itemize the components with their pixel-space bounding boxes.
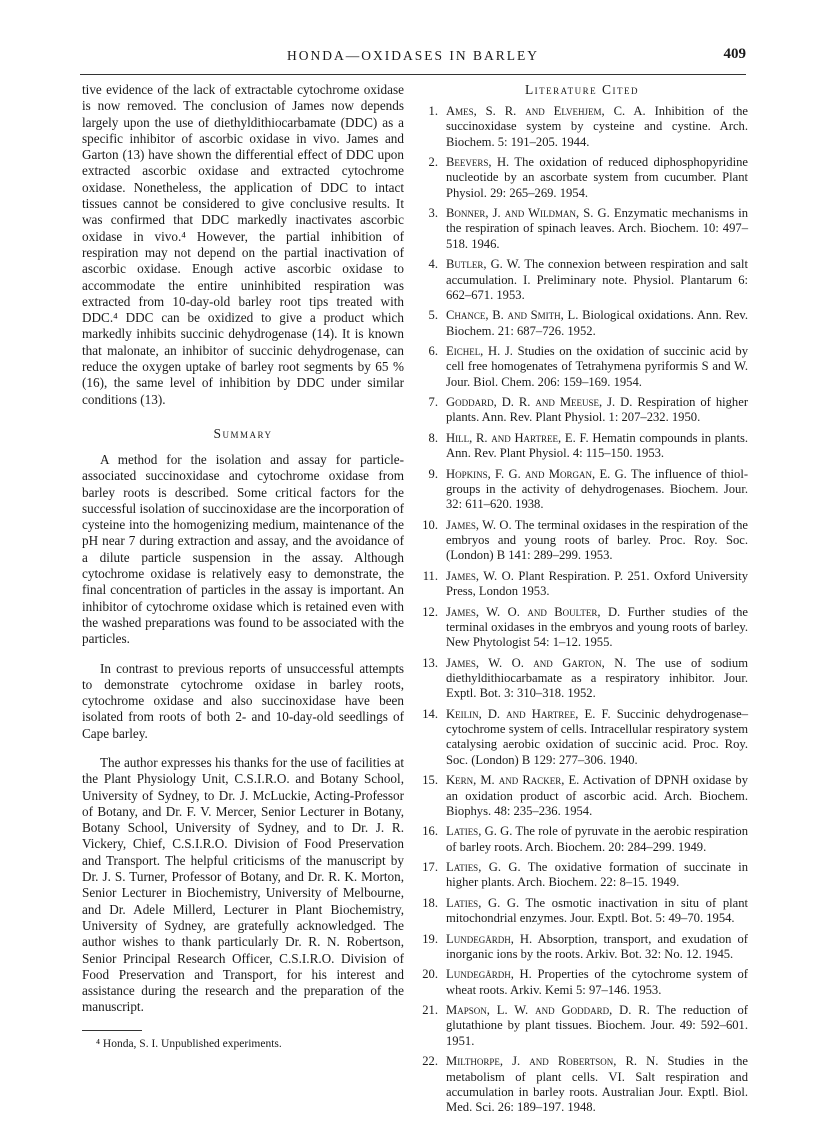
reference-item [416, 707, 748, 768]
reference-text: Respiration of higher plants. Ann. Rev. Plant Physiol. 1: 207–232. 1950. [446, 395, 749, 425]
reference-authors: James, W. O. and Boulter, D. [446, 604, 621, 619]
reference-item [416, 104, 748, 150]
reference-text: The use of sodium diethyldithiocarbamate as a respiratory inhibitor. Jour. Exptl. Bot. 3: 310–318. 1952. [446, 655, 749, 701]
reference-item [416, 896, 748, 927]
reference-number: 16. [422, 824, 438, 839]
reference-authors: Mapson, L. W. and Goddard, D. R. [446, 1003, 650, 1018]
reference-number: 22. [422, 1054, 438, 1069]
reference-number: 10. [422, 517, 438, 532]
reference-text: Further studies of the terminal oxidases in the embryos and young roots of barley. New Phytologist 54: 1–12. 1955. [446, 604, 748, 650]
reference-text: The connexion between respiration and salt accumulation. I. Preliminary note. Physiol. Plantarum 6: 662–671. 1953. [446, 257, 749, 302]
reference-number: 9. [428, 466, 438, 481]
reference-text: Biological oxidations. Ann. Rev. Biochem. 21: 687–726. 1952. [446, 308, 748, 338]
reference-number: 12. [422, 604, 438, 619]
reference-authors: Bonner, J. and Wildman, S. G. [446, 206, 610, 221]
reference-number: 5. [428, 308, 438, 323]
page-header [80, 40, 746, 68]
intro-paragraph: tive evidence of the lack of extractable cytochrome oxidase is now removed. The conclusion of James now depends largely upon the use of diethyldithiocarbamate (DDC) as a specific inhibitor of ascorbic oxidase in vivo. James and Garton (13) have shown the differential effect of DDC upon extracted ascorbic oxidase and extracted cytochrome oxidase. Nonetheless, the application of DDC to intact tissues cannot be considered to give conclusive results. It was confirmed that DDC markedly inactivates ascorbic oxidase in vivo.⁴ However, the partial inhibition of respiration may not depend on the partial inactivation of ascorbic oxidase. Enough active ascorbic oxidase to accommodate the entire uninhibited respiration was extracted from 10-day-old barley root tips treated with DDC.⁴ DDC can be oxidized to give a product which markedly inhibits succinic dehydrogenase (14). It is known that malonate, an inhibitor of succinic dehydrogenase, can reduce the oxygen uptake of barley root segments by 65 % (16), the same level of inhibition by DDC under similar conditions (13). [82, 82, 404, 407]
reference-number: 1. [428, 104, 438, 118]
reference-number: 19. [422, 931, 438, 946]
reference-item [416, 344, 748, 390]
reference-item [416, 155, 748, 201]
running-head: HONDA—OXIDASES IN BARLEY [287, 48, 539, 63]
reference-text: Properties of the cytochrome system of wheat roots. Arkiv. Kemi 5: 97–146. 1953. [446, 967, 749, 997]
reference-item [416, 431, 748, 462]
reference-text: Succinic dehydrogenase–cytochrome system of cells. Intracellular respiratory system catalysing aerobic oxidation of succinic acid. Proc. Roy. Soc. (London) B 129: 277–306. 1940. [446, 706, 749, 767]
reference-authors: Ames, S. R. and Elvehjem, C. A. [446, 104, 646, 118]
reference-number: 6. [428, 344, 438, 359]
reference-number: 7. [428, 395, 438, 410]
reference-authors: Laties, G. G. [446, 895, 520, 910]
reference-item [416, 308, 748, 339]
reference-text: Plant Respiration. P. 251. Oxford University Press, London 1953. [446, 568, 748, 599]
reference-text: The osmotic inactivation in situ of plant mitochondrial enzymes. Jour. Exptl. Bot. 5: 49–70. 1954. [446, 895, 748, 926]
right-column [416, 82, 748, 1121]
reference-number: 8. [428, 430, 438, 445]
reference-authors: Chance, B. and Smith, L. [446, 308, 579, 323]
reference-text: Studies on the oxidation of succinic acid by cell free homogenates of Tetrahymena pyriformis S and W. Jour. Biol. Chem. 206: 159–169. 1954. [446, 344, 748, 389]
reference-authors: Eichel, H. J. [446, 344, 513, 359]
reference-authors: Laties, G. G. [446, 824, 513, 839]
reference-text: Studies in the metabolism of plant cells. VI. Salt respiration and accumulation in barley roots. Australian Jour. Exptl. Biol. Med. Sci. 26: 189–197. 1948. [446, 1054, 748, 1115]
reference-authors: Hill, R. and Hartree, E. F. [446, 430, 589, 445]
reference-item [416, 605, 748, 651]
reference-text: The influence of thiol-groups in the activity of dehydrogenases. Biochem. Jour. 32: 611–620. 1938. [446, 466, 749, 512]
reference-number: 3. [428, 206, 438, 221]
reference-authors: Hopkins, F. G. and Morgan, E. G. [446, 466, 627, 481]
reference-authors: Butler, G. W. [446, 257, 521, 272]
reference-text: The role of pyruvate in the aerobic respiration of barley roots. Arch. Biochem. 20: 284–299. 1949. [446, 824, 749, 854]
acknowledgement-paragraph: The author expresses his thanks for the use of facilities at the Plant Physiology Unit, C.S.I.R.O. and Botany School, University of Sydney, to Dr. J. McLuckie, Acting-Professor of Botany, and Dr. F. V. Mercer, Senior Lecturer in Botany, Botany School, University of Sydney, and to Dr. J. R. Vickery, Chief, C.S.I.R.O. Division of Food Preservation and Transport. The helpful criticisms of the manuscript by Dr. J. S. Turner, Professor of Botany, and Dr. R. K. Morton, Senior Lecturer in Biochemistry, University of Melbourne, and Dr. Adele Millerd, Lecturer in Plant Biochemistry, University of Sydney, are gratefully acknowledged. The author wishes to thank particularly Dr. R. N. Robertson, Senior Principal Research Officer, C.S.I.R.O. Division of Food Preservation and Transport, for his interest and assistance during the research and the preparation of the manuscript. [82, 754, 404, 1015]
reference-item [416, 206, 748, 252]
reference-authors: Keilin, D. and Hartree, E. F. [446, 706, 611, 721]
reference-item [416, 773, 748, 819]
header-rule [80, 74, 746, 75]
reference-item [416, 967, 748, 998]
page-number: 409 [723, 46, 746, 62]
footnote: ⁴ Honda, S. I. Unpublished experiments. [96, 1037, 282, 1050]
reference-item [416, 467, 748, 513]
reference-number: 4. [428, 257, 438, 272]
reference-item [416, 860, 748, 891]
summary-paragraph-2: In contrast to previous reports of unsuccessful attempts to demonstrate cytochrome oxidase in barley roots, cytochrome oxidase and also succinoxidase have been isolated from roots of both 2- and 10-day-old seedlings of Cape barley. [82, 660, 404, 741]
reference-authors: Laties, G. G. [446, 860, 521, 875]
reference-number: 18. [422, 895, 438, 910]
reference-item [416, 257, 748, 303]
reference-text: Inhibition of the succinoxidase system by cysteine and cystine. Arch. Biochem. 5: 191–205. 1944. [446, 104, 748, 149]
summary-heading: Summary [213, 425, 273, 441]
reference-number: 13. [422, 655, 438, 670]
reference-text: Activation of DPNH oxidase by an oxidation product of ascorbic acid. Arch. Biochem. Biophys. 48: 235–236. 1954. [446, 773, 748, 818]
reference-text: Hematin compounds in plants. Ann. Rev. Plant Physiol. 4: 115–150. 1953. [446, 430, 748, 461]
reference-item [416, 1003, 748, 1049]
reference-list [416, 104, 748, 1115]
reference-number: 21. [422, 1003, 438, 1018]
reference-number: 2. [428, 155, 438, 170]
footnote-rule [82, 1030, 142, 1031]
reference-text: Absorption, transport, and exudation of inorganic ions by the roots. Arkiv. Bot. 32: No. 12. 1945. [446, 931, 748, 961]
reference-authors: James, W. O. [446, 568, 514, 583]
reference-number: 14. [422, 706, 438, 721]
reference-item [416, 932, 748, 963]
reference-text: The oxidative formation of succinate in higher plants. Arch. Biochem. 22: 8–15. 1949. [446, 860, 749, 890]
reference-authors: Beevers, H. [446, 155, 510, 170]
reference-authors: Lundegårdh, H. [446, 931, 533, 946]
reference-text: The terminal oxidases in the respiration of the embryos and young roots of barley. Proc. Roy. Soc. (London) B 141: 289–299. 1953. [446, 517, 748, 563]
reference-number: 17. [422, 860, 438, 875]
reference-number: 15. [422, 773, 438, 788]
reference-authors: Milthorpe, J. and Robertson, R. N. [446, 1054, 659, 1069]
reference-number: 11. [422, 568, 438, 583]
reference-item [416, 569, 748, 600]
reference-number: 20. [422, 967, 438, 982]
reference-text: The reduction of glutathione by plant tissues. Biochem. Jour. 49: 592–601. 1951. [446, 1003, 748, 1048]
reference-authors: Goddard, D. R. and Meeuse, J. D. [446, 395, 633, 410]
reference-item [416, 395, 748, 426]
reference-authors: James, W. O. and Garton, N. [446, 655, 627, 670]
reference-item [416, 518, 748, 564]
reference-text: Enzymatic mechanisms in the respiration of spinach leaves. Arch. Biochem. 10: 497–518. 1946. [446, 206, 749, 251]
literature-cited-heading: Literature Cited [524, 82, 640, 97]
reference-authors: Kern, M. and Racker, E. [446, 773, 580, 788]
reference-item [416, 824, 748, 855]
reference-item [416, 1054, 748, 1115]
reference-item [416, 656, 748, 702]
reference-text: The oxidation of reduced diphosphopyridine nucleotide by an ascorbate system from cucumber. Plant Physiol. 29: 265–269. 1954. [446, 155, 748, 200]
left-column [82, 82, 404, 1051]
reference-authors: James, W. O. [446, 517, 512, 532]
summary-paragraph-1: A method for the isolation and assay for particle-associated succinoxidase and cytochrome oxidase from barley roots is described. Some critical factors for the successful isolation of succinoxidase are the incorporation of cysteine into the homogenizing medium, maintenance of the pH near 7 during extraction and assay, and the avoidance of a dilute particle suspension in the assay. Although cytochrome oxidase is relatively easy to demonstrate, the final concentration of particles in the assay is important. An inhibitor of cytochrome oxidase which is retained even with the washed preparations was found to be associated with the particles. [82, 451, 404, 647]
reference-authors: Lundegårdh, H. [446, 967, 532, 982]
